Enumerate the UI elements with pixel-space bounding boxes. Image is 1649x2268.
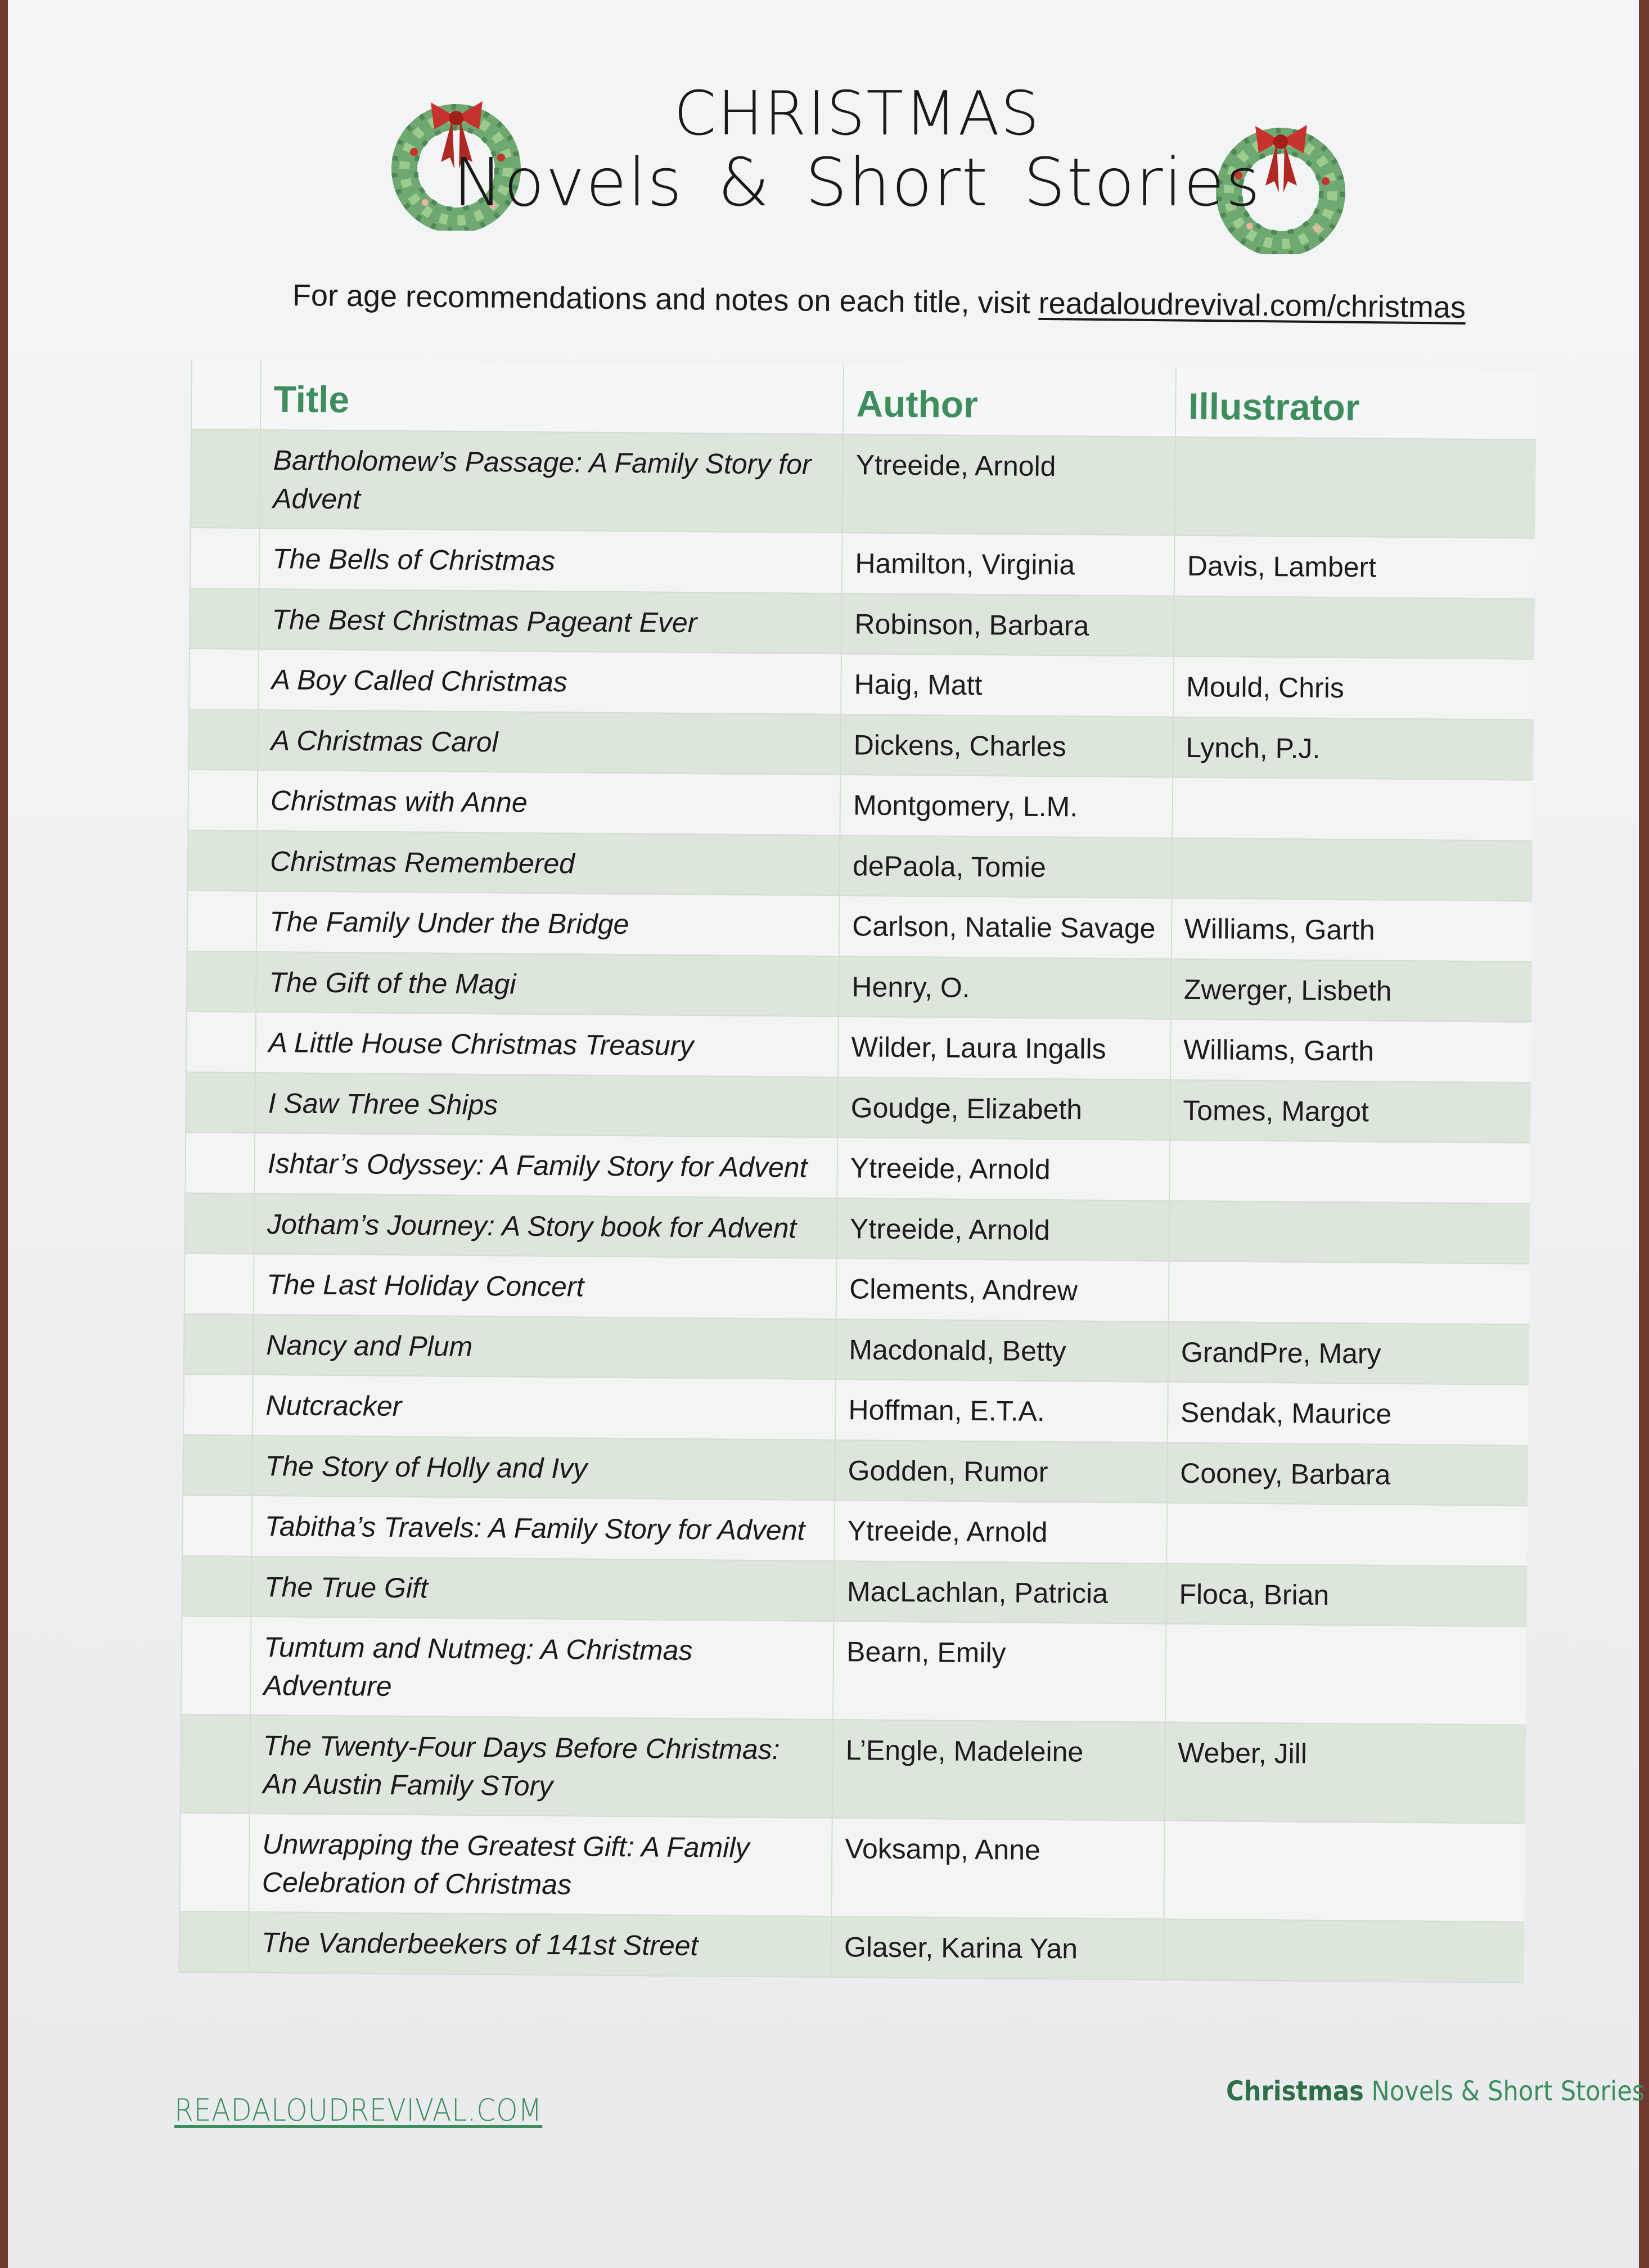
book-title-cell: The Story of Holly and Ivy [252,1435,835,1500]
table-row [185,1132,1530,1203]
book-title-cell: The Best Christmas Pageant Ever [259,588,842,654]
page-title: CHRISTMAS [674,79,1040,149]
table-row-gutter [181,1714,251,1814]
table-row-gutter [188,770,258,830]
illustrator-cell [1168,1261,1529,1325]
table-row-gutter [183,1374,253,1435]
table-row [188,770,1533,840]
illustrator-cell [1174,437,1536,538]
table-row [181,1616,1526,1725]
illustrator-cell [1163,1919,1524,1983]
author-cell: Haig, Matt [841,654,1173,717]
illustrator-cell: Cooney, Barbara [1167,1442,1528,1506]
book-title-cell: Tabitha’s Travels: A Family Story for Advent [251,1496,835,1561]
author-cell: Ytreeide, Arnold [837,1137,1169,1200]
table-row [181,1714,1526,1824]
author-cell: Wilder, Laura Ingalls [838,1016,1170,1079]
illustrator-cell: Davis, Lambert [1174,536,1535,599]
author-cell: Glaser, Karina Yan [831,1916,1164,1979]
table-row-gutter [183,1434,253,1495]
table-row-gutter [186,1011,256,1072]
table-row-gutter [190,528,260,588]
book-title-cell: Christmas Remembered [257,830,840,896]
table-row-gutter [179,1911,249,1972]
book-title-cell: A Christmas Carol [258,709,841,775]
table-row-gutter [189,649,259,709]
table-row-gutter [184,1313,254,1374]
table-row [182,1555,1527,1626]
illustrator-cell: Williams, Garth [1171,898,1532,962]
table-header-row [191,360,1537,440]
table-row [186,1072,1531,1142]
table-row-gutter [179,1813,250,1912]
visit-note-text: For age recommendations and notes on each title, visit [292,278,1039,320]
author-cell: Dickens, Charles [840,714,1173,777]
table-row-gutter [185,1192,255,1253]
book-title-cell: The Gift of the Magi [256,951,839,1016]
illustrator-cell: Tomes, Margot [1170,1079,1531,1143]
table-row-gutter [191,429,261,528]
table-row [190,588,1535,659]
table-row-gutter [190,588,259,649]
book-title-cell: Bartholomew’s Passage: A Family Story for Advent [260,430,843,533]
book-title-cell: A Little House Christmas Treasury [255,1012,839,1077]
author-cell: Ytreeide, Arnold [842,434,1175,536]
table-row [188,830,1533,901]
illustrator-cell [1169,1140,1530,1204]
table-row [179,1813,1525,1922]
author-cell: Ytreeide, Arnold [834,1500,1166,1563]
table-row [187,890,1533,961]
illustrator-cell: GrandPre, Mary [1168,1321,1529,1385]
author-cell: MacLachlan, Patricia [834,1561,1166,1624]
book-title-cell: Tumtum and Nutmeg: A Christmas Adventure [250,1617,833,1720]
footer-site-link[interactable]: READALOUDREVIVAL.COM [174,2092,543,2128]
author-cell: Macdonald, Betty [836,1319,1168,1382]
book-table [178,360,1536,1983]
table-row [189,649,1534,719]
table-row [183,1374,1529,1445]
book-title-cell: A Boy Called Christmas [258,649,841,714]
table-row-gutter [187,951,256,1011]
page [8,0,1645,2268]
table-row [184,1253,1530,1324]
illustrator-cell [1164,1821,1525,1922]
table-row-gutter [188,709,258,770]
illustrator-cell: Mould, Chris [1173,656,1534,720]
book-title-cell: Christmas with Anne [258,770,841,835]
table-row-gutter [187,890,257,951]
author-cell: Hoffman, E.T.A. [835,1379,1168,1442]
book-title-cell: The True Gift [251,1556,835,1621]
author-cell: Goudge, Elizabeth [837,1077,1170,1140]
author-cell: Hamilton, Virginia [842,533,1174,596]
book-title-cell: The Bells of Christmas [259,528,842,593]
book-title-cell: Unwrapping the Greatest Gift: A Family Celebration of Christmas [249,1814,832,1916]
table-row-gutter [186,1072,255,1132]
visit-note [292,278,1466,325]
footer-series-rest: Novels & Short Stories [1363,2076,1645,2107]
author-cell: Carlson, Natalie Savage [839,896,1172,958]
table-row [182,1495,1528,1566]
book-title-cell: The Last Holiday Concert [254,1254,837,1319]
illustrator-cell [1169,1200,1530,1264]
table-row-gutter [185,1132,255,1193]
visit-link[interactable]: readaloudrevival.com/christmas [1038,286,1466,325]
table-gutter-header [191,360,261,430]
author-cell: Voksamp, Anne [831,1818,1164,1919]
illustrator-cell: Lynch, P.J. [1173,717,1534,780]
table-row-gutter [184,1253,254,1314]
page-subtitle: Novels & Short Stories [453,143,1261,221]
table-row [185,1192,1530,1263]
author-cell: dePaola, Tomie [840,835,1172,898]
table-row-gutter [182,1495,252,1556]
book-title-cell: The Vanderbeekers of 141st Street [249,1912,832,1977]
table-row [186,1011,1531,1082]
table-row-gutter [181,1616,251,1715]
book-title-cell: Nutcracker [253,1375,836,1440]
author-cell: Godden, Rumor [835,1440,1167,1503]
illustrator-cell [1174,596,1535,659]
table-row [191,429,1536,538]
table-row-gutter [188,830,258,890]
table-row [183,1434,1528,1505]
table-row-gutter [182,1555,251,1616]
illustrator-cell: Williams, Garth [1170,1019,1531,1083]
author-cell: Henry, O. [839,956,1171,1019]
author-cell: Clements, Andrew [836,1258,1169,1321]
table-row [179,1911,1524,1982]
book-title-cell: I Saw Three Ships [255,1072,838,1137]
illustrator-cell [1166,1503,1528,1567]
footer-series-label [1226,2076,1645,2107]
book-title-cell: The Twenty-Four Days Before Christmas: An Austin Family STory [250,1715,833,1818]
book-rows [179,429,1535,1982]
author-cell: Ytreeide, Arnold [837,1198,1169,1261]
author-cell: Bearn, Emily [833,1621,1166,1722]
illustrator-cell: Floca, Brian [1166,1563,1527,1627]
table-row [184,1313,1529,1384]
author-cell: L’Engle, Madeleine [832,1720,1165,1821]
book-title-cell: Ishtar’s Odyssey: A Family Story for Advent [255,1133,838,1198]
column-header-illustrator: Illustrator [1175,368,1537,440]
illustrator-cell [1172,777,1533,841]
book-title-cell: Jotham’s Journey: A Story book for Advent [254,1193,837,1258]
footer-series-strong: Christmas [1226,2076,1364,2107]
author-cell: Robinson, Barbara [841,593,1174,656]
table-row [187,951,1532,1022]
illustrator-cell: Sendak, Maurice [1168,1382,1529,1446]
author-cell: Montgomery, L.M. [840,775,1173,838]
book-title-cell: The Family Under the Bridge [256,891,840,956]
book-title-cell: Nancy and Plum [253,1314,836,1379]
column-header-author: Author [843,365,1176,437]
column-header-title: Title [260,361,844,434]
illustrator-cell [1165,1624,1527,1725]
illustrator-cell [1172,838,1533,901]
table-row [188,709,1534,780]
illustrator-cell: Weber, Jill [1164,1722,1526,1824]
table-row [190,528,1535,598]
illustrator-cell: Zwerger, Lisbeth [1171,958,1532,1022]
